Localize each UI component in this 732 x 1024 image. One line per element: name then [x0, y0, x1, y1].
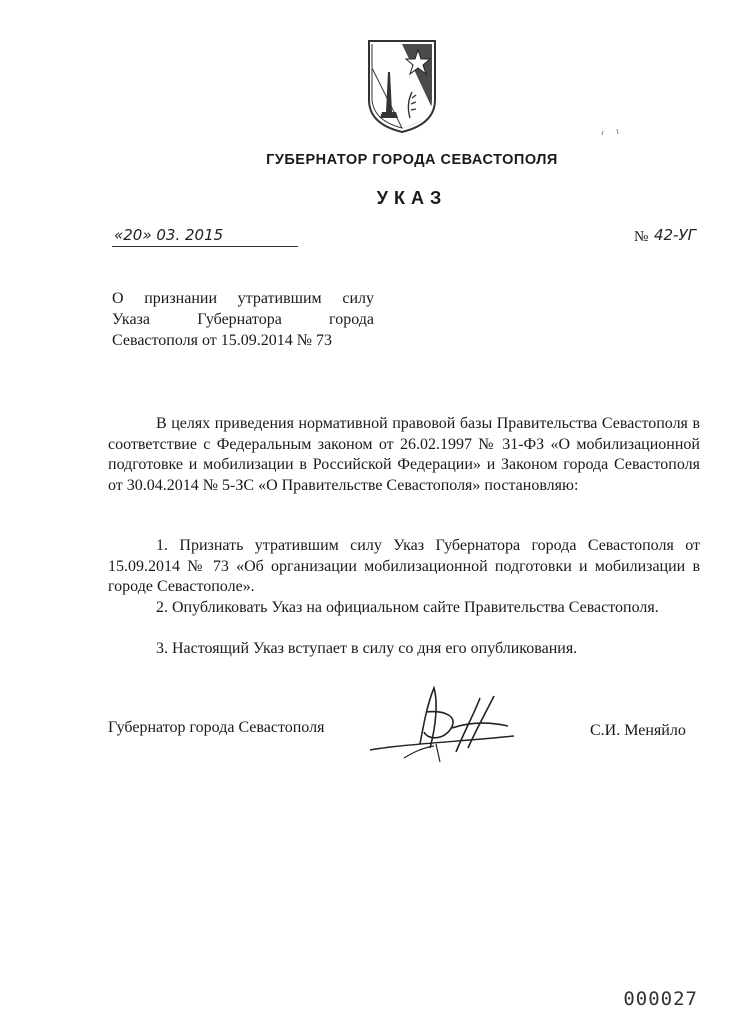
subject-line: Севастополя от 15.09.2014 № 73 — [112, 332, 333, 349]
subject-line: О признании утратившим силу — [112, 290, 374, 307]
decree-item-2: 2. Опубликовать Указ на официальном сайте Правительства Севастополя. — [156, 599, 659, 616]
handwritten-signature-icon — [364, 682, 520, 772]
preamble-paragraph: В целях приведения нормативной правовой базы Правительства Севастополя в соответствие с Федеральным законом от 26.02.1997 № 31-ФЗ «О мобилизационной подготовке и мобилизации в Российской Федерации» и Законом города Севастополя от 30.04.2014 № 5-ЗС «О Правительстве Севастополя» постановляю: — [108, 415, 700, 494]
subject-line: Указа Губернатора города — [112, 311, 374, 328]
document-number: 42-УГ — [654, 226, 696, 244]
decree-item-3: 3. Настоящий Указ вступает в силу со дня его опубликования. — [156, 640, 578, 657]
document-subject — [112, 288, 374, 351]
number-sign: № — [634, 229, 649, 245]
signatory-position: Губернатор города Севастополя — [108, 719, 325, 736]
page-number-stamp: 000027 — [623, 988, 698, 1010]
coat-of-arms-icon — [366, 38, 438, 134]
signatory-name: С.И. Меняйло — [590, 722, 686, 739]
issuing-authority: ГУБЕРНАТОР ГОРОДА СЕВАСТОПОЛЯ — [266, 152, 558, 168]
document-date: «20» 03. 2015 — [114, 226, 224, 244]
document-type: УКАЗ — [376, 188, 448, 208]
decree-item-1: 1. Признать утратившим силу Указ Губернатора города Севастополя от 15.09.2014 № 73 «Об организации мобилизационной подготовки и мобилизации в городе Севастополе». — [108, 537, 700, 595]
scan-mark — [601, 124, 621, 134]
